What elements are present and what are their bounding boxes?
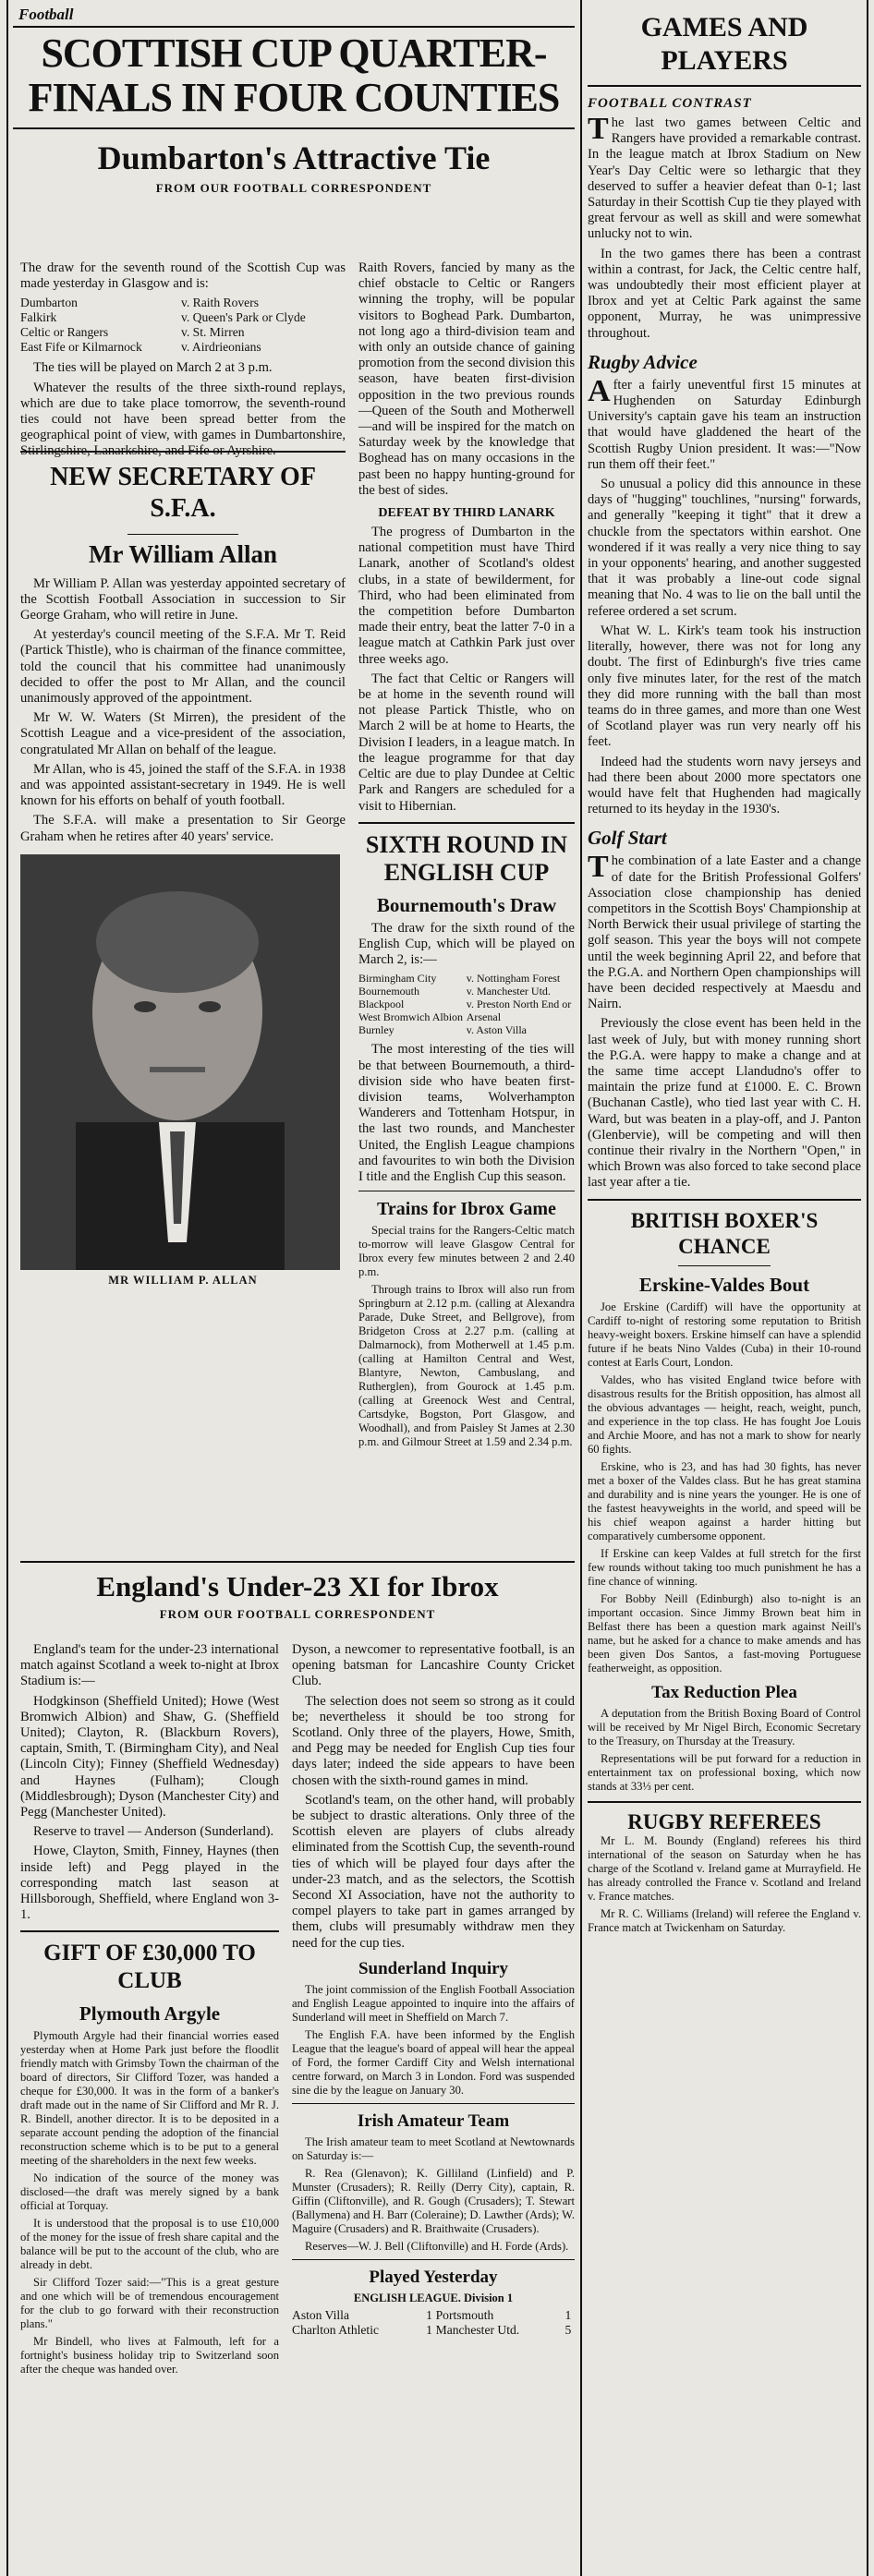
- result-home: Charlton Athletic: [292, 2323, 380, 2338]
- paragraph: Mr William P. Allan was yesterday appointed secretary of the Scottish Football Association in succession to Sir George Graham, who will retire in June.: [20, 575, 346, 623]
- boxer-title: BRITISH BOXER'S CHANCE: [630, 1208, 819, 1258]
- fixture-home: Bournemouth: [358, 985, 419, 998]
- paragraph: Mr W. W. Waters (St Mirren), the president of the Scottish League and a vice-president of the association, congratulated Mr Allan on behalf of the league.: [20, 710, 346, 757]
- gift-subtitle: Plymouth Argyle: [79, 2002, 221, 2026]
- section-rule: [588, 1199, 861, 1201]
- paragraph: Raith Rovers, fancied by many as the chief obstacle to Celtic or Rangers winning the trophy, will be popular visitors to Boghead Park. Dumbarton, not long ago a third-division team and with only an outside chance of gaining promotion from the second division this season, have beaten first-division opposition in the two previous rounds—Queen of the South and Motherwell—and will be inspired for the match on Saturday week by the knowledge that Boghead has on many occasions in the past been no happy hunting-ground for the best of sides.: [358, 260, 575, 498]
- paragraph: So unusual a policy did this announce in these days of "hugging" touchlines, "nursing" forwards, and generally "keeping it tight" that it drew a chuckle from the spectators within earshot. One wondered if it was really a very nice thing to say in your opponents' hearing, and another suggested that it was probably a line-out code signal meaning that No. 4 was to lie on the ball until the referee ordered a set scrum.: [588, 477, 861, 619]
- paragraph: The S.F.A. will make a presentation to Sir George Graham when he retires after 40 years' service.: [20, 813, 346, 844]
- column-b-lower: [292, 1642, 575, 2573]
- paragraph: The most interesting of the ties will be that between Bournemouth, a third-division side who have beaten first-division teams, Wolverhampton Wanderers and Tottenham Hotspur, in the last two rounds, and Manchester United, the English League champions and favourites to win both the Division I title and the English Cup this season.: [358, 1042, 575, 1184]
- tax-title: Tax Reduction Plea: [651, 1682, 797, 1702]
- fixture-away: v. St. Mirren: [180, 325, 245, 340]
- paragraph: A deputation from the British Boxing Board of Control will be received by Mr Nigel Birch, Economic Secretary to the Treasury, on Thursday at the Treasury.: [588, 1706, 861, 1748]
- paragraph: The ties will be played on March 2 at 3 p.m.: [33, 360, 273, 376]
- paragraph: After a fairly uneventful first 15 minutes at Hughenden on Saturday Edinburgh University's captain gave his team an instruction that would have gladdened the heart of the Scottish Rugby Union president. It was:—"Now run them off their feet.": [588, 373, 861, 472]
- fixture-row: [358, 1010, 575, 1023]
- results-block: ENGLISH LEAGUE. Division 1: [353, 2291, 514, 2304]
- paragraph: It is understood that the proposal is to use £10,000 of the money for the issue of fresh share capital and the balance will be put to the account of the club, who are already in debt.: [20, 2217, 279, 2272]
- paragraph: Erskine, who is 23, and has had 30 fights, has never met a boxer of the Valdes class. But he has great stamina and durability and is nine years the younger. He is one of the fastest heavyweights in the world, and speed will be his chief weapon against a harder hitting but comparatively cumbersome opponent.: [588, 1459, 861, 1542]
- section-label: Football: [18, 6, 74, 23]
- paragraph: What W. L. Kirk's team took his instruction literally, however, there was not for long any doubt. The first of Edinburgh's five tries came only five minutes later, for the rest of the match they did more running with the ball than most teams do in three games, and more than one West of Scotland player was run very nearly off his feet.: [588, 623, 861, 750]
- played-title: Played Yesterday: [369, 2267, 498, 2287]
- section-rule: [678, 1265, 771, 1266]
- fixture-away: v. Manchester Utd.: [466, 985, 551, 998]
- rugby-subhead: Rugby Advice: [588, 350, 698, 373]
- result-home-score: 1: [426, 2308, 432, 2323]
- fixture-row: [20, 325, 346, 340]
- paragraph: Scotland's team, on the other hand, will probably be subject to drastic alterations. Only three of the Scottish eleven are players of clubs already eliminated from the Scottish Cup, the seventh-round ties of which will be played four days after the under-23 match, and as the selectors, the Scottish Second XI Association, have not the authority to compel players to take part in games arranged by them, clubs will presumably withdraw men they need for the cup ties.: [292, 1792, 576, 1951]
- result-home-score: 1: [426, 2323, 432, 2338]
- sunderland-title: Sunderland Inquiry: [358, 1958, 509, 1978]
- fixture-home: Burnley: [358, 1023, 395, 1037]
- secretary-name: Mr William Allan: [88, 539, 278, 568]
- fixture-away: v. Aston Villa: [466, 1023, 528, 1037]
- result-away-score: 5: [564, 2323, 572, 2338]
- fixture-home: East Fife or Kilmarnock: [20, 340, 142, 355]
- section-rule: [20, 1561, 575, 1563]
- dumbarton-byline: FROM OUR FOOTBALL CORRESPONDENT: [155, 181, 432, 195]
- paragraph: Howe, Clayton, Smith, Finney, Haynes (then inside left) and Pegg played in the corresponding match last season at Hillsborough, Sheffield, where England won 3-1.: [20, 1844, 279, 1923]
- fixture-row: [20, 310, 346, 325]
- fixture-away: v. Nottingham Forest: [466, 972, 561, 986]
- dumbarton-intro: The draw for the seventh round of the Scottish Cup was made yesterday in Glasgow and is:: [20, 260, 346, 292]
- fixture-home: Blackpool: [358, 998, 405, 1011]
- result-row: [292, 2308, 575, 2323]
- paragraph: The Irish amateur team to meet Scotland at Newtownards on Saturday is:—: [292, 2135, 575, 2162]
- irish-title: Irish Amateur Team: [357, 2110, 510, 2131]
- main-headline: SCOTTISH CUP QUARTER-FINALS IN FOUR COUNTIES: [28, 30, 560, 120]
- fixture-home: Dumbarton: [20, 296, 78, 310]
- column-right: [588, 0, 861, 2576]
- golf-subhead: Golf Start: [588, 827, 667, 850]
- english-cup-subtitle: Bournemouth's Draw: [376, 893, 557, 916]
- paragraph: Mr Bindell, who lives at Falmouth, left for a fortnight's business holiday trip to Switzerland soon after the cheque was handed over.: [20, 2335, 279, 2376]
- column-rule: [6, 0, 8, 2576]
- paragraph: Joe Erskine (Cardiff) will have the opportunity at Cardiff to-night of restoring some reputation to British heavy-weight boxers. Erskine himself can have a splendid future if he beats Nino Valdes (Cuba) in their 10-round contest at Earls Court, London.: [588, 1300, 861, 1369]
- portrait-caption: MR WILLIAM P. ALLAN: [108, 1273, 258, 1287]
- paragraph: Plymouth Argyle had their financial worries eased yesterday when at Home Park just before the floodlit friendly match with Grimsby Town the chairman of the board of directors, Sir Clifford Tozer, was handed a cheque for £30,000. It was in the form of a banker's draft made out in the name of Sir Clifford and Mr R. J. R. Bindell, another director. It is to be deposited in a separate account pending the adoption of the financial reconstruction scheme which is to be put to a general meeting of the shareholders in the next few weeks.: [20, 2029, 279, 2168]
- paragraph: Previously the close event has been held in the last week of July, but with money running short the P.G.A. were happy to make a change and at the same time accept Llandudno's offer to maintain the prize fund at £1000. E. C. Brown (Buchanan Castle), who tied last year with C. H. Ward, but was beaten in a play-off, and J. Panton (Glenbervie), will be competing and will then continue their rivalry in the Northern "Open," in which Brown was also forced to take second place last year after a tie.: [588, 1016, 861, 1191]
- paragraph: The last two games between Celtic and Rangers have provided a remarkable contrast. In the league match at Ibrox Stadium on New Year's Day Celtic were so lethargic that they deserved to suffer a heavier defeat than 0-1; last Saturday in their Scottish Cup tie they played with great fervour as well as skill and were somewhat unlucky not to win.: [588, 112, 861, 242]
- games-banner: GAMES AND PLAYERS: [640, 12, 808, 76]
- results-table: [292, 2308, 575, 2338]
- paragraph: The draw for the sixth round of the English Cup, which will be played on March 2, is:—: [358, 920, 575, 968]
- portrait-image: [20, 854, 340, 1270]
- under23-title: England's Under-23 XI for Ibrox: [96, 1570, 499, 1602]
- paragraph: No indication of the source of the money was disclosed—the draft was merely signed by a bank official at Torquay.: [20, 2171, 279, 2213]
- paragraph: The fact that Celtic or Rangers will be at home in the seventh round will not please Partick Thistle, who on March 2 will be at home to Hearts, the Division I leaders, in a league match. In the league programme for that day Celtic are due to play Dundee at Celtic Park and Rangers are scheduled for a visit to Hibernian.: [358, 671, 575, 814]
- paragraph: Sir Clifford Tozer said:—"This is a great gesture and one which will be of tremendous encouragement for the club to go forward with their reconstruction plans.": [20, 2276, 279, 2331]
- paragraph: Special trains for the Rangers-Celtic match to-morrow will leave Glasgow Central for Ibrox every few minutes between 2 and 2.40 p.m.: [358, 1224, 575, 1279]
- result-away: Portsmouth: [435, 2308, 494, 2323]
- paragraph: The selection does not seem so strong as it could be; nevertheless it should be too strong for Scotland. Only three of the players, Howe, Smith, and Pegg may be needed for English Cup ties four days later; indeed the side appears to have been chosen with the sixth-round games in mind.: [292, 1693, 575, 1788]
- paragraph: Mr R. C. Williams (Ireland) will referee the England v. France match at Twickenham on Saturday.: [588, 1906, 861, 1934]
- section-rule: [292, 2259, 575, 2260]
- paragraph: Dyson, a newcomer to representative football, is an opening batsman for Lancashire County Cricket Club.: [292, 1642, 575, 1689]
- section-rule: [20, 1930, 279, 1932]
- paragraph: Indeed had the students worn navy jerseys and had there been about 2000 more spectators one would have felt that Hughenden had magically returned to its heyday in the 1930's.: [588, 754, 861, 817]
- fixture-row: [358, 998, 575, 1010]
- paragraph: Hodgkinson (Sheffield United); Howe (West Bromwich Albion) and Shaw, G. (Sheffield United); Clayton, R. (Blackburn Rovers), captain, Smith, T. (Birmingham City), and Neal (Lincoln City); Finney (Sheffield Wednesday) and Haynes (Fulham); Clough (Middlesbrough); Dyson (Manchester City) and Pegg (Manchester United).: [20, 1693, 279, 1820]
- fixture-away: v. Preston North End or: [466, 998, 572, 1011]
- fixture-row: [20, 296, 346, 310]
- fixture-home: Celtic or Rangers: [20, 325, 109, 340]
- section-rule: [588, 85, 861, 87]
- fixture-row: [20, 340, 346, 355]
- fixture-away: v. Raith Rovers: [180, 296, 260, 310]
- section-rule: [588, 1801, 861, 1803]
- paragraph: Valdes, who has visited England twice before with disastrous results for the British opposition, has almost all the obvious advantages — height, reach, weight, punch, and experience in the top class. He has fought Joe Louis and Archie Moore, and has not a mark to show for nearly 60 fights.: [588, 1373, 861, 1456]
- fixture-home: Birmingham City: [358, 972, 437, 986]
- result-row: [292, 2323, 575, 2338]
- boxer-subtitle: Erskine-Valdes Bout: [638, 1273, 810, 1296]
- fixture-row: [358, 972, 575, 985]
- dumbarton-title: Dumbarton's Attractive Tie: [97, 139, 491, 176]
- section-rule: [292, 2103, 575, 2104]
- section-rule: [358, 822, 575, 824]
- secretary-title: NEW SECRETARY OF S.F.A.: [50, 462, 316, 523]
- english-cup-fixtures: [358, 972, 575, 1036]
- paragraph: For Bobby Neill (Edinburgh) also to-night is an important occasion. Since Jimmy Brown beat him in Belfast there has been a question mark against Neill's name, but he asked for a chance to make amends and has been given Dos Santos, a fast-moving Portuguese featherweight, as opposition.: [588, 1591, 861, 1675]
- result-away-score: 1: [564, 2308, 572, 2323]
- paragraph: Reserve to travel — Anderson (Sunderland).: [33, 1824, 274, 1840]
- paragraph: The English F.A. have been informed by the English League that the league's board of appeal will hear the appeal of Ford, the former Cardiff City and Welsh international centre forward, on March 3 in London. Ford was suspended sine die by the league on January 30.: [292, 2027, 575, 2097]
- portrait-photo: [20, 854, 340, 1270]
- games-subhead: FOOTBALL CONTRAST: [588, 96, 752, 111]
- fixture-home: Falkirk: [20, 310, 57, 325]
- fixture-row: [358, 985, 575, 998]
- paragraph: Whatever the results of the three sixth-round replays, which are due to take place tomorrow, the seventh-round ties could not have been spread better from the geographical point of view, with games in Dumbartonshire, Stirlingshire, Lanarkshire, and Fife or Ayrshire.: [20, 380, 346, 459]
- fixture-away: v. Airdrieonians: [180, 340, 261, 355]
- fixture-away: v. Queen's Park or Clyde: [180, 310, 306, 325]
- paragraph: Through trains to Ibrox will also run from Springburn at 2.12 p.m. (calling at Alexandra Parade, Duke Street, and Bellgrove), from Bridgeton Cross at 2.27 p.m. (calling at Dalmarnock), from Motherwell at 1.45 p.m. (calling at Hamilton Central and West, Blantyre, Newton, Cambuslang, and Rutherglen), from Gourock at 1.45 p.m. (calling at Greenock West and Central, Cartsdyke, Bogston, Port Glasgow, and Woodhall), and from Paisley St James at 2.30 p.m. and Gilmour Street at 1.59 and 2.34 p.m.: [358, 1283, 575, 1449]
- paragraph: If Erskine can keep Valdes at full stretch for the first few rounds without taking too much punishment he has a fine chance of winning.: [588, 1546, 861, 1588]
- subheading: DEFEAT BY THIRD LANARK: [378, 506, 555, 521]
- headline-rule: [13, 127, 575, 129]
- fixture-row: [358, 1023, 575, 1036]
- column-b: [358, 260, 575, 1554]
- paragraph: Mr Allan, who is 45, joined the staff of the S.F.A. in 1938 and was appointed assistant-secretary in 1949. He is well known for his efforts on behalf of youth football.: [20, 761, 346, 809]
- paragraph: Reserves—W. J. Bell (Cliftonville) and H. Forde (Ards).: [305, 2239, 569, 2253]
- result-home: Aston Villa: [292, 2308, 349, 2323]
- scottish-cup-fixtures: [20, 296, 346, 355]
- section-rule: [13, 26, 575, 28]
- result-away: Manchester Utd.: [435, 2323, 520, 2338]
- trains-title: Trains for Ibrox Game: [377, 1199, 556, 1220]
- paragraph: The joint commission of the English Football Association and English League appointed to inquire into the affairs of Sunderland will meet in Sheffield on March 7.: [292, 1982, 575, 2024]
- english-cup-title: SIXTH ROUND IN ENGLISH CUP: [365, 830, 568, 886]
- gift-title: GIFT OF £30,000 TO CLUB: [43, 1941, 256, 1994]
- fixture-home: West Bromwich Albion: [358, 1010, 464, 1024]
- column-rule: [580, 0, 582, 2576]
- column-a-lower: [20, 1642, 279, 2573]
- section-rule: [127, 534, 238, 535]
- paragraph: In the two games there has been a contrast within a contrast, for Jack, the Celtic centre half, was undoubtedly their most efficient player at Ibrox and yet at Celtic Park against the same opponent, Murray, he was unimpressive throughout.: [588, 246, 861, 341]
- paragraph: The combination of a late Easter and a change of date for the British Professional Golfers' Association close championship has denied competitors in the Scottish Boys' Championship at North Berwick their usual privilege of starting the golf season. This year the boys will not compete until the week beginning April 22, and before that the P.G.A. and Northern Open championships will have been decided respectively at Maesdu and Nairn.: [588, 850, 861, 1012]
- paragraph: The progress of Dumbarton in the national competition must have Third Lanark, another of Scotland's oldest clubs, in a state of bewilderment, for Third, who had been eliminated from the competition before Dumbarton made their entry, beat the latter 7-0 in a league match at Cathkin Park just over three weeks ago.: [358, 525, 575, 667]
- column-rule: [867, 0, 868, 2576]
- rugby-referees-title: RUGBY REFEREES: [627, 1809, 821, 1833]
- fixture-away: Arsenal: [466, 1010, 502, 1024]
- under23-byline: FROM OUR FOOTBALL CORRESPONDENT: [159, 1607, 436, 1621]
- paragraph: Mr L. M. Boundy (England) referees his third international of the season on Saturday when he has charge of the Scotland v. Ireland game at Murrayfield. He has already controlled the France v. Scotland and Ireland v. France matches.: [588, 1833, 861, 1903]
- paragraph: R. Rea (Glenavon); K. Gilliland (Linfield) and P. Munster (Crusaders); R. Reilly (Derry City), captain, R. Giffin (Cliftonville), and R. Gough (Crusaders); T. Stewart (Ballymena) and H. Barr (Coleraine); D. Lawther (Ards); W. Maguire (Crusaders) and R. Braithwaite (Crusaders).: [292, 2166, 576, 2235]
- paragraph: England's team for the under-23 international match against Scotland a week to-night at Ibrox Stadium is:—: [20, 1642, 279, 1689]
- paragraph: At yesterday's council meeting of the S.F.A. Mr T. Reid (Partick Thistle), who is chairman of the finance committee, told the council that his committee had unanimously decided to offer the post to Mr Allan, and the council unanimously approved of the appointment.: [20, 627, 346, 707]
- paragraph: Representations will be put forward for a reduction in entertainment tax on professional boxing, which now stands at 33⅓ per cent.: [588, 1751, 861, 1793]
